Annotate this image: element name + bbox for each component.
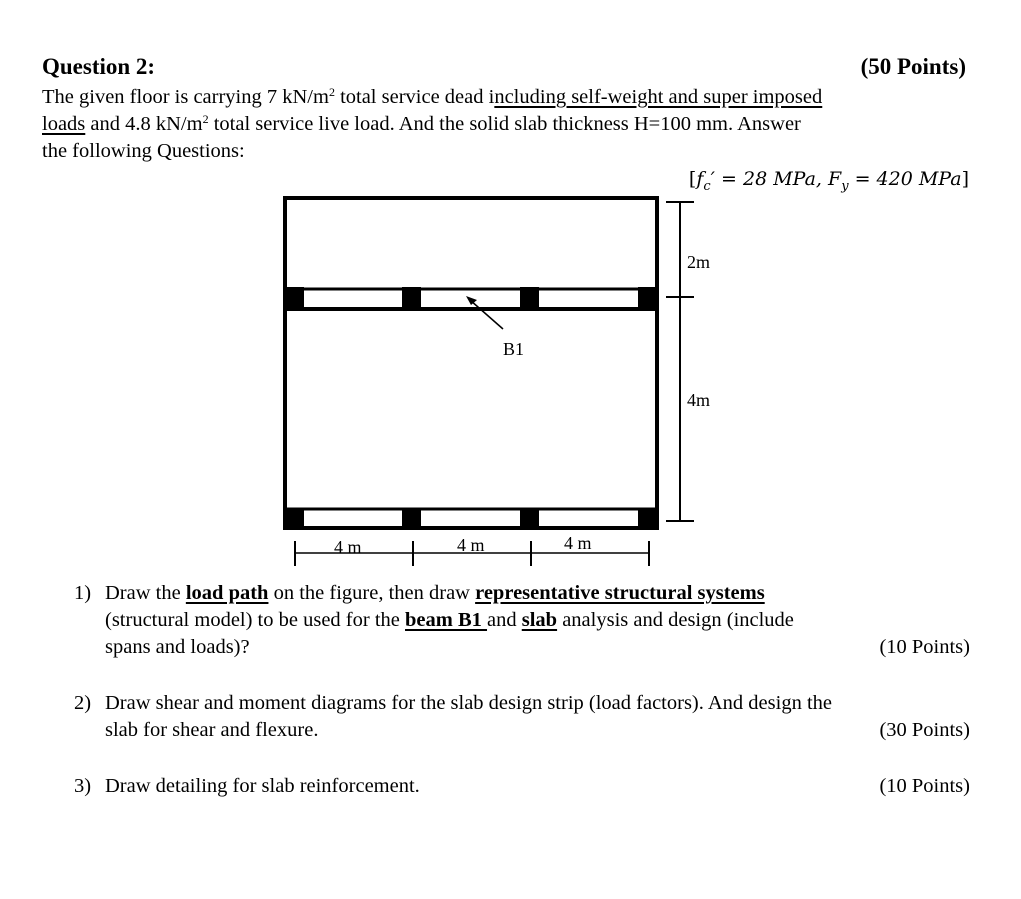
intro-line-1: The given floor is carrying 7 $kN/m^2$ total service dead including self-weight and super imposed [42, 85, 823, 108]
column [520, 287, 539, 308]
column [638, 287, 657, 308]
beam-b1-label: B1 [503, 339, 525, 359]
question-points: (10 Points) [879, 775, 970, 797]
intro-line-2: loads and 4.8 $kN/m^2$ total service live load. And the solid slab thickness H=100 mm. Answer [42, 112, 801, 135]
question-text: Draw shear and moment diagrams for the slab design strip (load factors). And design the slab for shear and flexure. [105, 692, 832, 741]
question-title: Question 2: [42, 54, 156, 79]
column [402, 287, 421, 308]
dim-span-label: 4 m [564, 533, 592, 553]
question-item-1 [74, 580, 970, 660]
question-points: (50 Points) [860, 54, 966, 79]
b1-leader-line [470, 300, 503, 329]
question-points: (10 Points) [879, 636, 970, 658]
dim-span-label: 4 m [334, 537, 362, 557]
question-number: 1) [74, 582, 92, 604]
b1-arrowhead [466, 296, 477, 305]
dim-span-label: 4 m [457, 535, 485, 555]
column [285, 287, 304, 308]
column [285, 508, 304, 528]
column [402, 508, 421, 528]
question-number: 3) [74, 775, 92, 797]
column [520, 508, 539, 528]
question-text: Draw the load path on the figure, then draw representative structural systems (structural model) to be used for the beam B1 and slab analysis and design (include spans and loads)? [105, 582, 794, 658]
question-number: 2) [74, 692, 92, 714]
question-item-2 [74, 690, 970, 746]
dim-label-2m: 2m [687, 252, 711, 272]
question-text: Draw detailing for slab reinforcement. [105, 775, 420, 797]
column [638, 508, 657, 528]
material-properties: [$f_c' = 28$ MPa, $F_y = 420$ MPa] [688, 168, 969, 194]
slab-outline [285, 198, 657, 528]
dim-label-4m: 4m [687, 390, 711, 410]
question-points: (30 Points) [879, 719, 970, 741]
intro-line-3: the following Questions: [42, 140, 245, 162]
question-item-3 [74, 773, 970, 801]
